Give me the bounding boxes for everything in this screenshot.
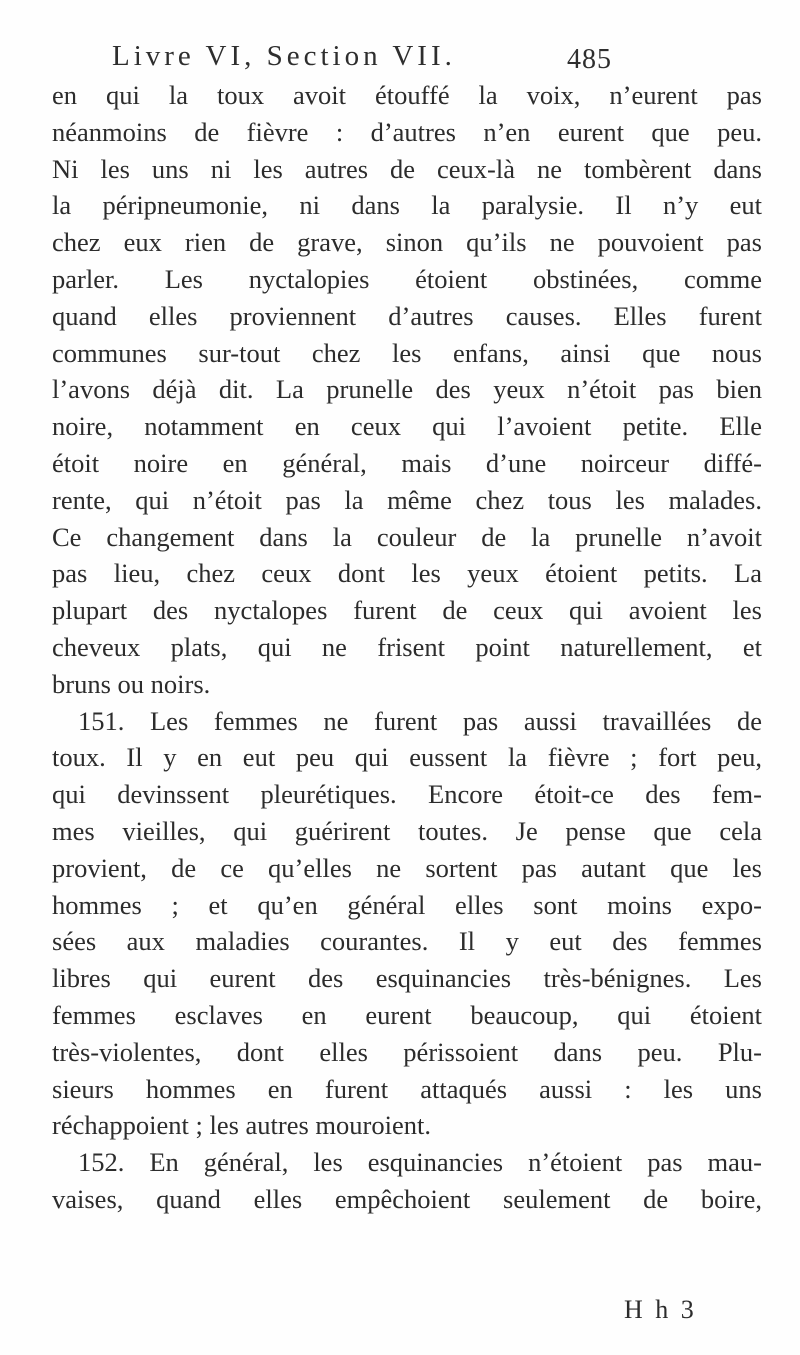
text-line: étoit noire en général, mais d’une noirceur diffé- bbox=[52, 447, 762, 478]
text-line: libres qui eurent des esquinancies très-bénignes. Les bbox=[52, 963, 762, 994]
text-line: pas lieu, chez ceux dont les yeux étoient petits. La bbox=[52, 558, 762, 589]
text-line: néanmoins de fièvre : d’autres n’en eurent que peu. bbox=[52, 116, 762, 147]
paragraph-151-start: 151. Les femmes ne furent pas aussi travaillées de bbox=[78, 705, 762, 736]
text-line: plupart des nyctalopes furent de ceux qui avoient les bbox=[52, 595, 762, 626]
text-line: parler. Les nyctalopies étoient obstinées, comme bbox=[52, 263, 762, 294]
text-line: toux. Il y en eut peu qui eussent la fièvre ; fort peu, bbox=[52, 742, 762, 773]
text-line: en qui la toux avoit étouffé la voix, n’eurent pas bbox=[52, 80, 762, 110]
page-number: 485 bbox=[567, 44, 612, 75]
body-text bbox=[52, 77, 762, 1218]
text-line: Ni les uns ni les autres de ceux-là ne tombèrent dans bbox=[52, 153, 762, 184]
paragraph-152-start: 152. En général, les esquinancies n’étoient pas mau- bbox=[78, 1147, 762, 1178]
running-title: Livre VI, Section VII. bbox=[112, 40, 456, 72]
text-line: vaises, quand elles empêchoient seulement de boire, bbox=[52, 1183, 762, 1214]
text-line: l’avons déjà dit. La prunelle des yeux n’étoit pas bien bbox=[52, 374, 762, 405]
text-line: femmes esclaves en eurent beaucoup, qui étoient bbox=[52, 999, 762, 1030]
signature-mark: H h 3 bbox=[624, 1295, 697, 1324]
text-line: sées aux maladies courantes. Il y eut des femmes bbox=[52, 926, 762, 957]
text-line: qui devinssent pleurétiques. Encore étoit-ce des fem- bbox=[52, 779, 762, 810]
text-line: communes sur-tout chez les enfans, ainsi que nous bbox=[52, 337, 762, 368]
text-line: mes vieilles, qui guérirent toutes. Je pense que cela bbox=[52, 815, 762, 846]
text-line: cheveux plats, qui ne frisent point naturellement, et bbox=[52, 631, 762, 662]
text-line: rente, qui n’étoit pas la même chez tous les malades. bbox=[52, 484, 762, 515]
text-line: très-violentes, dont elles périssoient dans peu. Plu- bbox=[52, 1036, 762, 1067]
text-line: sieurs hommes en furent attaqués aussi : les uns bbox=[52, 1073, 762, 1104]
text-line: provient, de ce qu’elles ne sortent pas autant que les bbox=[52, 852, 762, 883]
text-line: bruns ou noirs. bbox=[52, 668, 211, 699]
page-header bbox=[112, 40, 752, 80]
text-line: chez eux rien de grave, sinon qu’ils ne pouvoient pas bbox=[52, 227, 762, 258]
text-line: Ce changement dans la couleur de la prunelle n’avoit bbox=[52, 521, 762, 552]
text-line: quand elles proviennent d’autres causes. Elles furent bbox=[52, 300, 762, 331]
text-line: noire, notamment en ceux qui l’avoient petite. Elle bbox=[52, 411, 762, 442]
text-line: la péripneumonie, ni dans la paralysie. Il n’y eut bbox=[52, 190, 762, 221]
text-line: hommes ; et qu’en général elles sont moins expo- bbox=[52, 889, 762, 920]
text-line: réchappoient ; les autres mouroient. bbox=[52, 1110, 431, 1141]
